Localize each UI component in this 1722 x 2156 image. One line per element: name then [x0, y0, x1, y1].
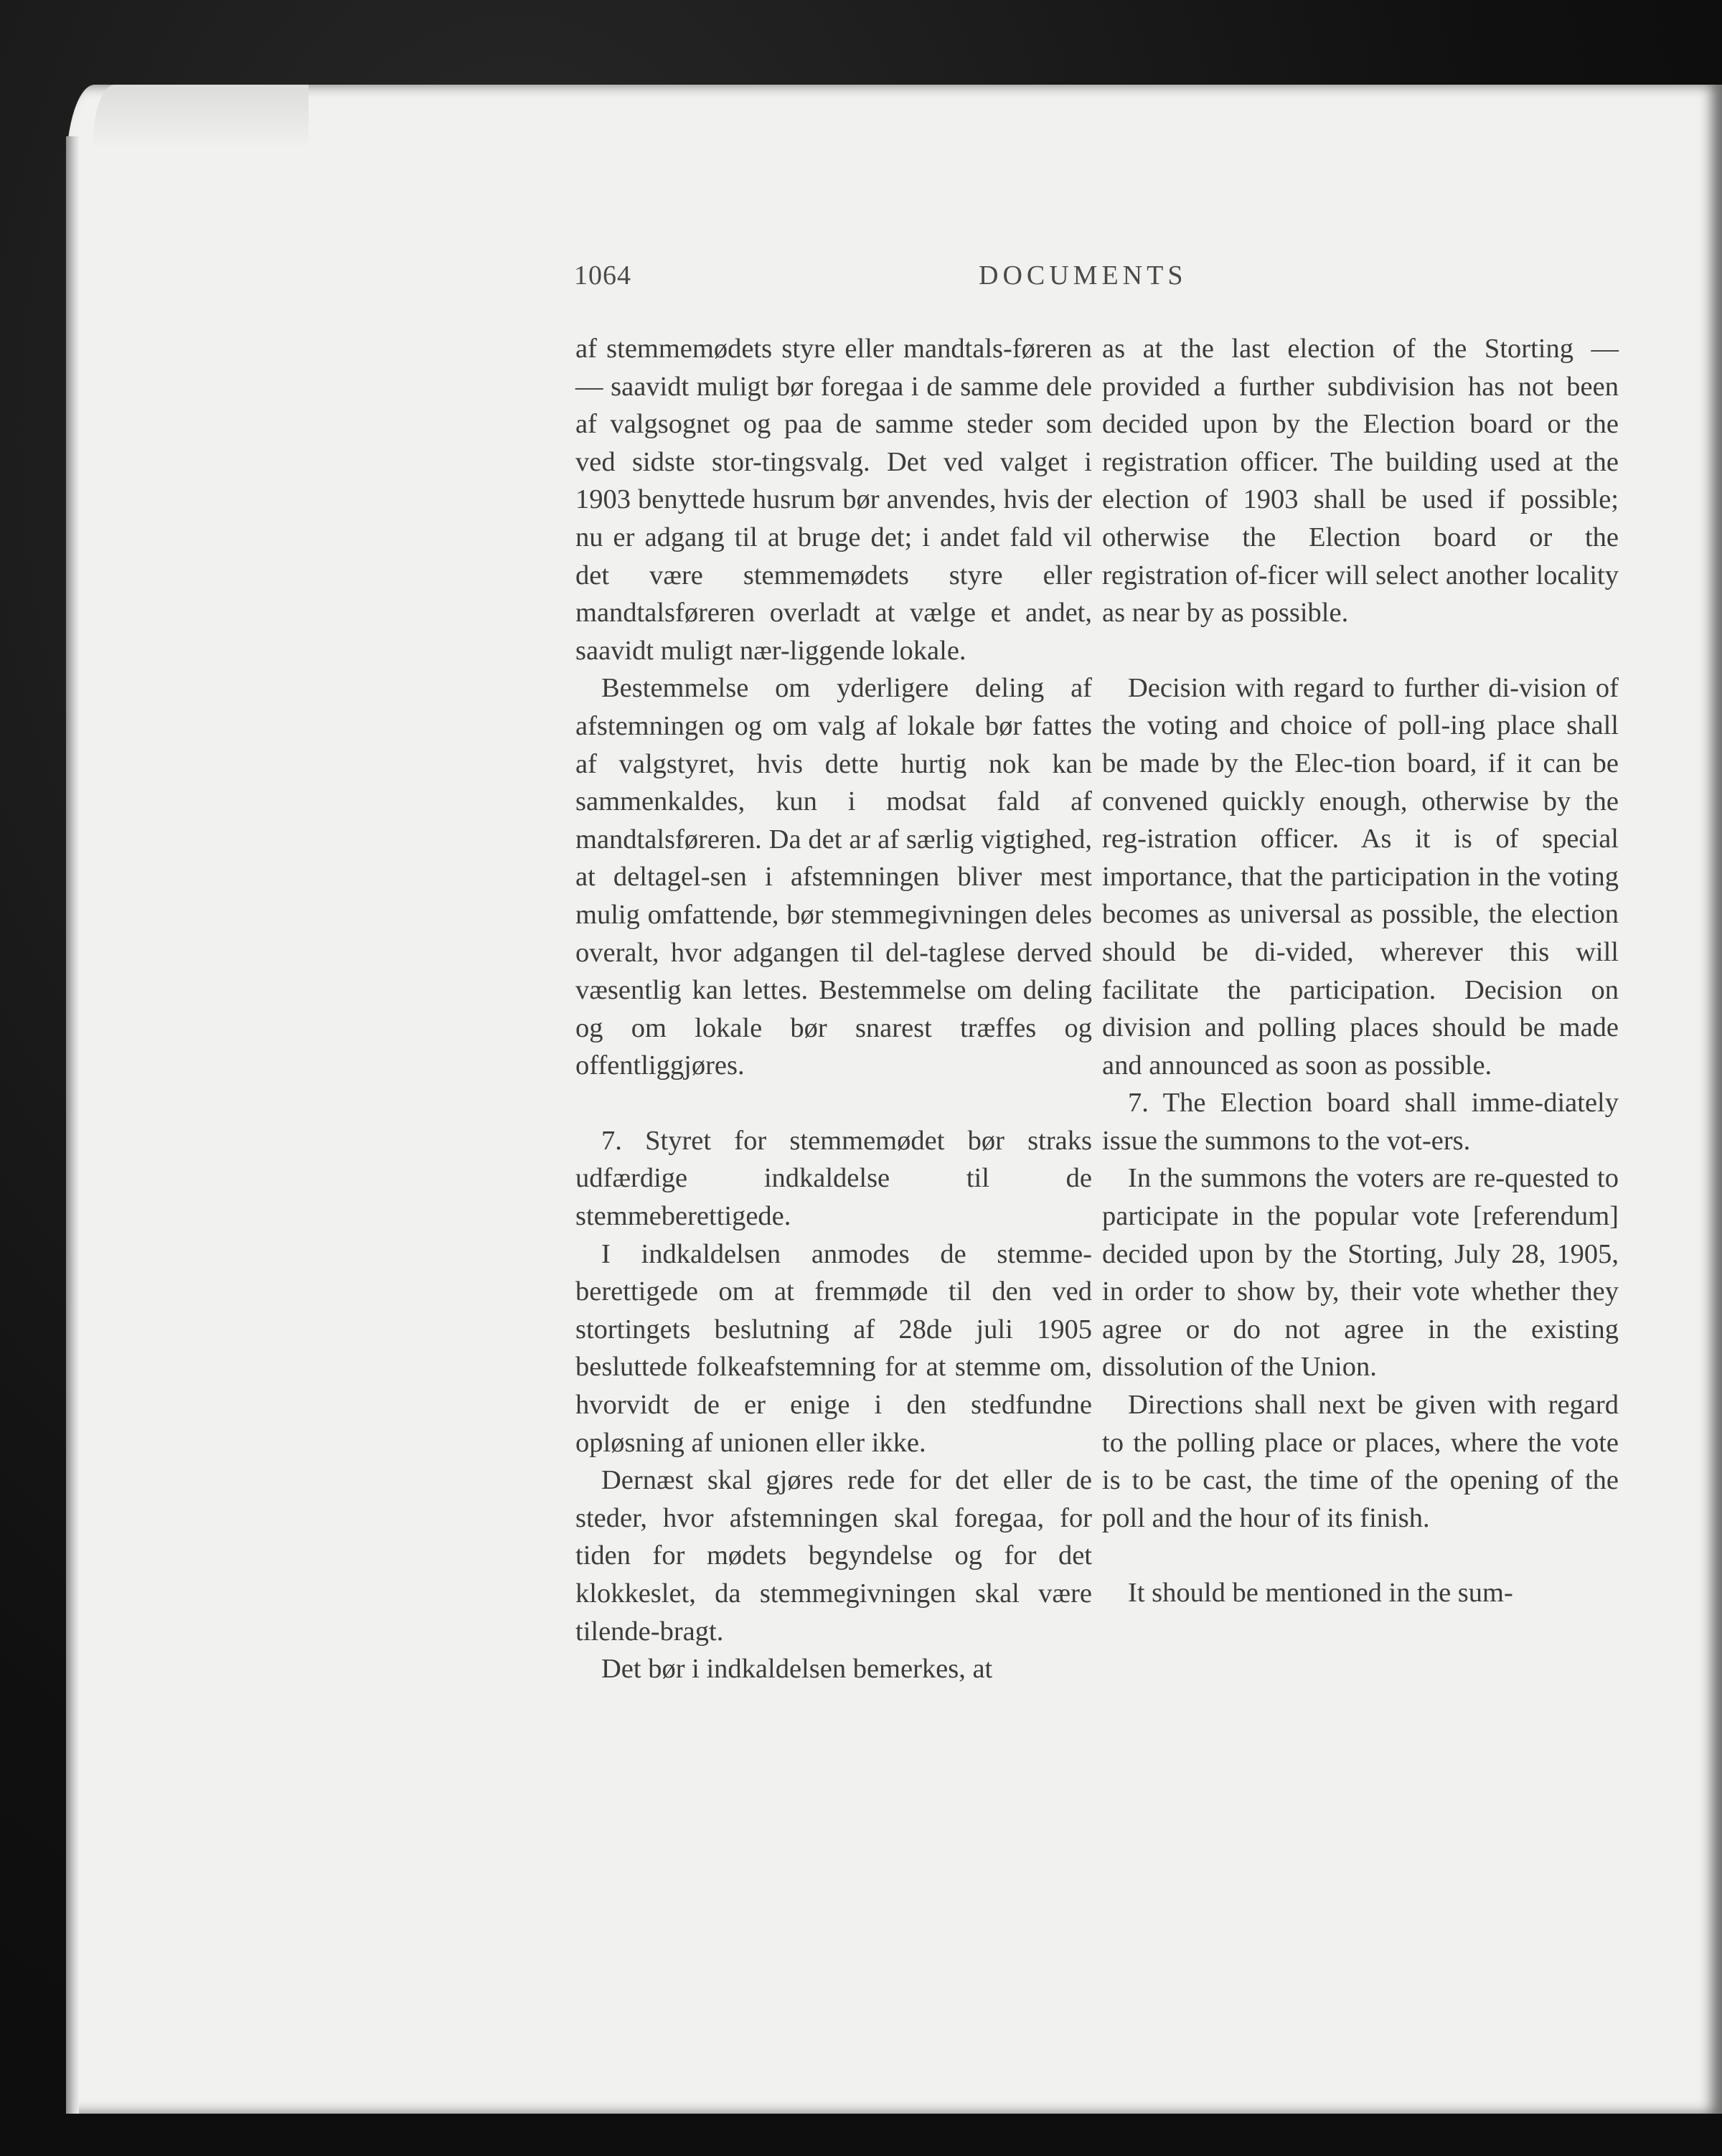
right-paragraph-3: 7. The Election board shall imme-diately issue the summons to the vot-ers.: [1102, 1088, 1619, 1156]
left-paragraph-3: 7. Styret for stemmemødet bør straks udfærdige indkaldelse til de stemmeberettigede.: [575, 1125, 1092, 1232]
left-paragraph-6: Det bør i indkaldelsen bemerkes, at: [601, 1654, 993, 1685]
right-paragraph-1: as at the last election of the Storting — provided a further subdivision has not been decided upon by the Election board or the registration officer. The building used at the election of 1903 shall be used if possible; otherwise the Election board or the registration of-ficer will select another locality as near by as possible.: [1102, 334, 1619, 629]
left-column-norwegian: [575, 330, 1092, 1688]
page-corner: [93, 85, 309, 149]
scan-bottom-border: [0, 2114, 1722, 2156]
left-paragraph-1: af stemmemødets styre eller mandtals-føreren — saavidt muligt bør foregaa i de samme dele af valgsognet og paa de samme steder som ved sidste stor-tingsvalg. Det ved valget i 1903 benyttede husrum bør anvendes, hvis der nu er adgang til at bruge det; i andet fald vil det være stemmemødets styre eller mandtalsføreren overladt at vælge et andet, saavidt muligt nær-liggende lokale.: [575, 334, 1092, 666]
right-paragraph-5: Directions shall next be given with regard to the polling place or places, where the vote is to be cast, the time of the opening of the poll and the hour of its finish.: [1102, 1390, 1619, 1533]
page-header: [0, 260, 1722, 303]
page-edge-shadow: [66, 136, 79, 2114]
right-paragraph-4: In the summons the voters are re-quested to participate in the popular vote [referendum] decided upon by the Storting, July 28, 1905, in order to show by, their vote whether they agree or do not agree in the existing dissolution of the Union.: [1102, 1163, 1619, 1383]
right-paragraph-6: It should be mentioned in the sum-: [1128, 1578, 1513, 1609]
right-paragraph-2: Decision with regard to further di-vision of the voting and choice of poll-ing place shall be made by the Elec-tion board, if it can be convened quickly enough, otherwise by the reg-istration officer. As it is of special importance, that the participation in the voting becomes as universal as possible, the election should be di-vided, wherever this will facilitate the participation. Decision on division and polling places should be made and announced as soon as possible.: [1102, 672, 1619, 1081]
page-number: 1064: [574, 260, 631, 291]
right-column-english: [1102, 330, 1619, 1612]
left-paragraph-2: Bestemmelse om yderligere deling af afstemningen og om valg af lokale bør fattes af valgstyret, hvis dette hurtig nok kan sammenkaldes, kun i modsat fald af mandtalsføreren. Da det ar af særlig vigtighed, at deltagel-sen i afstemningen bliver mest mulig omfattende, bør stemmegivningen deles overalt, hvor adgangen til del-taglese derved væsentlig kan lettes. Bestemmelse om deling og om lokale bør snarest træffes og offentliggjøres.: [575, 673, 1092, 1081]
running-head: DOCUMENTS: [979, 260, 1187, 291]
left-paragraph-5: Dernæst skal gjøres rede for det eller de steder, hvor afstemningen skal foregaa, for tiden for mødets begyndelse og for det klokkeslet, da stemmegivningen skal være tilende-bragt.: [575, 1465, 1092, 1647]
left-paragraph-4: I indkaldelsen anmodes de stemme-berettigede om at fremmøde til den ved stortingets beslutning af 28de juli 1905 besluttede folkeafstemning for at stemme om, hvorvidt de er enige i den stedfundne opløsning af unionen eller ikke.: [575, 1238, 1092, 1458]
